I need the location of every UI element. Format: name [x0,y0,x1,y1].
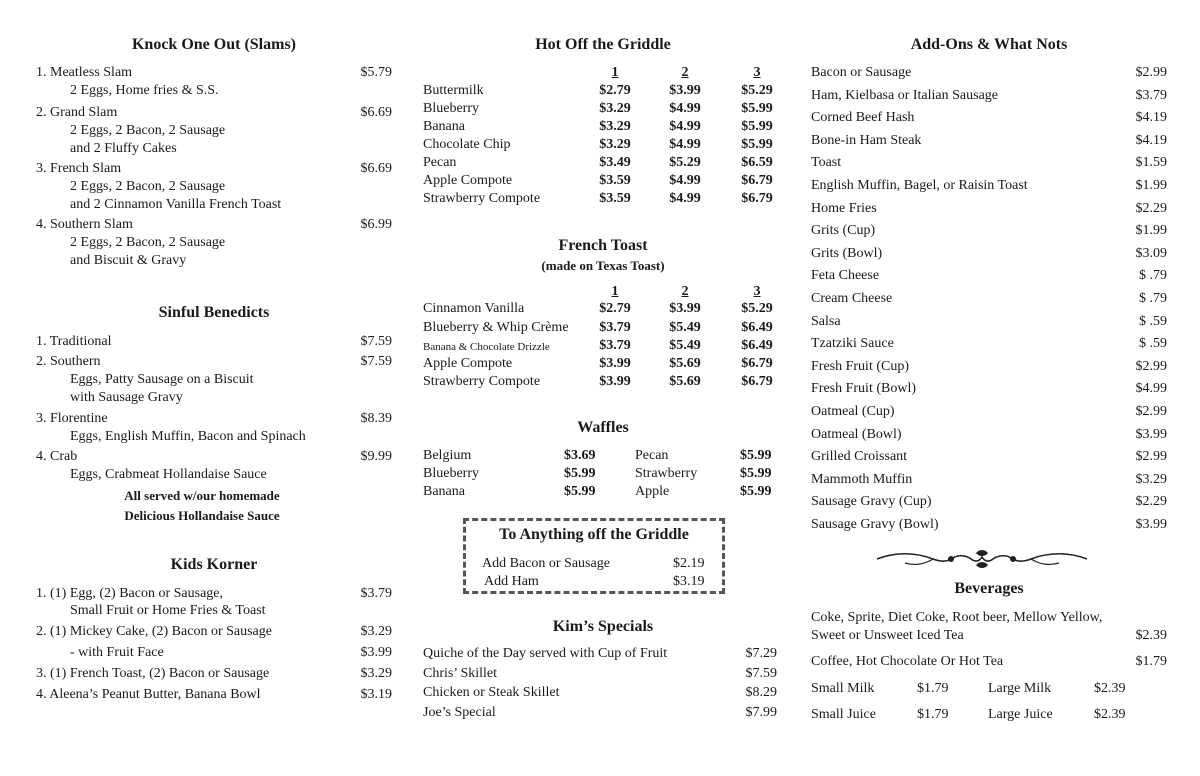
grid-item-price: $4.99 [669,191,701,206]
grid-item-name: Chocolate Chip [423,137,511,152]
addon-price: $1.99 [1135,223,1167,238]
slam-name: 3. French Slam [36,161,122,176]
size-header: 2 [681,284,689,299]
grid-item-price: $6.59 [741,155,773,170]
grid-item-price: $3.79 [599,320,631,335]
benedict-name: 3. Florentine [36,411,108,426]
kids-line: 3. (1) French Toast, (2) Bacon or Sausage [36,666,270,681]
waffle-name: Strawberry [635,466,698,481]
size-header: 3 [753,284,761,299]
benedict-desc: Eggs, Crabmeat Hollandaise Sauce [70,467,267,482]
grid-item-name: Blueberry & Whip Crème [423,320,569,335]
grid-item-name: Strawberry Compote [423,374,541,389]
addon-price: $ .59 [1139,336,1167,351]
slam-desc: 2 Eggs, 2 Bacon, 2 Sausage [70,235,226,250]
addon-name: Sausage Gravy (Cup) [811,494,932,509]
addon-price: $2.99 [1135,65,1167,80]
addon-price: $2.99 [1135,359,1167,374]
waffle-price: $5.99 [740,484,772,499]
addon-price: $2.99 [1135,449,1167,464]
addon-price: $4.19 [1135,133,1167,148]
addon-name: Fresh Fruit (Bowl) [811,381,916,396]
addon-price: $3.79 [1135,88,1167,103]
addon-name: Grilled Croissant [811,449,908,464]
kids-price: $3.99 [360,645,392,660]
special-name: Quiche of the Day served with Cup of Fruit [423,646,668,661]
grid-item-price: $6.49 [741,338,773,353]
grid-item-name: Cinnamon Vanilla [423,301,525,316]
addon-price: $4.99 [1135,381,1167,396]
soda-price: $2.39 [1135,628,1167,643]
grid-item-price: $2.79 [599,83,631,98]
slam-desc: 2 Eggs, Home fries & S.S. [70,83,219,98]
beverage-price: $1.79 [917,681,949,696]
grid-item-price: $6.79 [741,173,773,188]
beverages-title: Beverages [954,580,1024,597]
grid-item-name: Pecan [423,155,457,170]
waffle-name: Belgium [423,448,472,463]
slam-desc: and Biscuit & Gravy [70,253,187,268]
kids-price: $3.29 [360,624,392,639]
hollandaise-note-line2: Delicious Hollandaise Sauce [124,508,280,523]
flourish-divider-icon [875,548,1089,570]
benedict-name: 4. Crab [36,449,78,464]
waffle-price: $5.99 [564,484,596,499]
griddle-addon-name: Add Bacon or Sausage [482,556,610,571]
special-price: $8.29 [745,685,777,700]
special-name: Chris’ Skillet [423,666,498,681]
addon-price: $2.29 [1135,494,1167,509]
grid-item-price: $4.99 [669,137,701,152]
grid-item-price: $3.99 [669,83,701,98]
grid-item-price: $3.79 [599,338,631,353]
grid-item-price: $5.29 [669,155,701,170]
slam-name: 2. Grand Slam [36,105,118,120]
addon-price: $1.99 [1135,178,1167,193]
addon-name: Corned Beef Hash [811,110,915,125]
addon-price: $3.99 [1135,427,1167,442]
beverage-price: $1.79 [917,707,949,722]
beverage-price: $2.39 [1094,707,1126,722]
kids-line: - with Fruit Face [70,645,164,660]
kids-line: 2. (1) Mickey Cake, (2) Bacon or Sausage [36,624,272,639]
griddle-title: Hot Off the Griddle [535,36,671,53]
addon-name: Salsa [811,314,841,329]
special-price: $7.99 [745,705,777,720]
addon-price: $4.19 [1135,110,1167,125]
grid-item-price: $6.49 [741,320,773,335]
addon-price: $ .79 [1139,268,1167,283]
beverage-price: $2.39 [1094,681,1126,696]
addon-price: $1.59 [1135,155,1167,170]
beverage-name: Small Milk [811,681,875,696]
slam-price: $6.69 [360,161,392,176]
slam-price: $6.99 [360,217,392,232]
grid-item-price: $4.99 [669,119,701,134]
waffle-price: $5.99 [740,448,772,463]
addon-name: Grits (Bowl) [811,246,883,261]
soda-line-1: Coke, Sprite, Diet Coke, Root beer, Mellow Yellow, [811,610,1103,625]
benedict-desc: Eggs, Patty Sausage on a Biscuit [70,372,254,387]
kids-line: 4. Aleena’s Peanut Butter, Banana Bowl [36,687,261,702]
kids-price: $3.79 [360,586,392,601]
grid-item-price: $4.99 [669,101,701,116]
addon-price: $ .59 [1139,314,1167,329]
addon-name: Oatmeal (Bowl) [811,427,902,442]
grid-item-price: $3.99 [599,356,631,371]
kids-price: $3.19 [360,687,392,702]
grid-item-price: $5.99 [741,119,773,134]
addon-price: $3.09 [1135,246,1167,261]
grid-item-price: $5.49 [669,338,701,353]
addon-name: Sausage Gravy (Bowl) [811,517,939,532]
waffle-price: $3.69 [564,448,596,463]
soda-line-2: Sweet or Unsweet Iced Tea [811,628,964,643]
addon-name: Toast [811,155,842,170]
addon-name: Mammoth Muffin [811,472,913,487]
grid-item-name: Apple Compote [423,356,513,371]
kids-line: 1. (1) Egg, (2) Bacon or Sausage, [36,586,224,601]
grid-item-name: Apple Compote [423,173,513,188]
beverage-name: Large Milk [988,681,1052,696]
size-header: 3 [753,65,761,80]
waffle-name: Blueberry [423,466,479,481]
addon-price: $3.99 [1135,517,1167,532]
grid-item-name: Banana & Chocolate Drizzle [423,341,550,353]
waffle-name: Apple [635,484,670,499]
beverage-name: Large Juice [988,707,1053,722]
special-name: Chicken or Steak Skillet [423,685,560,700]
slam-price: $6.69 [360,105,392,120]
addon-name: Grits (Cup) [811,223,876,238]
benedict-desc: Eggs, English Muffin, Bacon and Spinach [70,429,306,444]
addon-name: Oatmeal (Cup) [811,404,895,419]
grid-item-price: $3.29 [599,137,631,152]
specials-title: Kim’s Specials [552,618,654,635]
hollandaise-note-line1: All served w/our homemade [124,488,280,503]
benedict-name: 1. Traditional [36,334,112,349]
grid-item-price: $5.29 [741,301,773,316]
addon-name: Home Fries [811,201,877,216]
kids-line: Small Fruit or Home Fries & Toast [70,603,266,618]
grid-item-price: $3.29 [599,101,631,116]
addon-name: Fresh Fruit (Cup) [811,359,909,374]
benedict-desc: with Sausage Gravy [70,390,183,405]
grid-item-price: $6.79 [741,191,773,206]
griddle-addons-box [463,518,725,594]
benedict-price: $9.99 [360,449,392,464]
grid-item-price: $6.79 [741,374,773,389]
grid-item-price: $3.29 [599,119,631,134]
addon-name: English Muffin, Bagel, or Raisin Toast [811,178,1028,193]
kids-price: $3.29 [360,666,392,681]
benedict-name: 2. Southern [36,354,101,369]
grid-item-price: $5.69 [669,374,701,389]
addon-price: $2.29 [1135,201,1167,216]
grid-item-price: $2.79 [599,301,631,316]
waffle-price: $5.99 [564,466,596,481]
grid-item-price: $5.99 [741,137,773,152]
addon-name: Bacon or Sausage [811,65,912,80]
addon-price: $2.99 [1135,404,1167,419]
grid-item-price: $5.29 [741,83,773,98]
addon-name: Cream Cheese [811,291,893,306]
grid-item-price: $3.49 [599,155,631,170]
waffles-title: Waffles [577,419,629,436]
grid-item-price: $3.99 [669,301,701,316]
special-name: Joe’s Special [423,705,496,720]
waffle-name: Banana [423,484,465,499]
grid-item-name: Strawberry Compote [423,191,541,206]
addon-name: Ham, Kielbasa or Italian Sausage [811,88,998,103]
grid-item-price: $4.99 [669,173,701,188]
slam-price: $5.79 [360,65,392,80]
grid-item-price: $5.49 [669,320,701,335]
size-header: 2 [681,65,689,80]
special-price: $7.29 [745,646,777,661]
grid-item-price: $6.79 [741,356,773,371]
benedict-price: $8.39 [360,411,392,426]
addon-price: $3.29 [1135,472,1167,487]
grid-item-name: Buttermilk [423,83,484,98]
size-header: 1 [611,284,619,299]
waffle-name: Pecan [635,448,669,463]
grid-item-price: $3.59 [599,173,631,188]
grid-item-price: $5.99 [741,101,773,116]
addons-title: Add-Ons & What Nots [910,36,1068,53]
benedicts-title: Sinful Benedicts [158,304,270,321]
slam-desc: and 2 Cinnamon Vanilla French Toast [70,197,282,212]
slam-desc: 2 Eggs, 2 Bacon, 2 Sausage [70,123,226,138]
griddle-addons-title: To Anything off the Griddle [499,526,689,543]
size-header: 1 [611,65,619,80]
grid-item-price: $5.69 [669,356,701,371]
grid-item-name: Banana [423,119,465,134]
addon-name: Bone-in Ham Steak [811,133,922,148]
slams-title: Knock One Out (Slams) [131,36,296,53]
addon-name: Tzatziki Sauce [811,336,894,351]
slam-desc: 2 Eggs, 2 Bacon, 2 Sausage [70,179,226,194]
addon-price: $ .79 [1139,291,1167,306]
hot-drinks-line: Coffee, Hot Chocolate Or Hot Tea [811,654,1004,669]
waffle-price: $5.99 [740,466,772,481]
benedict-price: $7.59 [360,334,392,349]
griddle-addon-price: $3.19 [673,574,705,589]
addon-name: Feta Cheese [811,268,880,283]
beverage-name: Small Juice [811,707,876,722]
grid-item-name: Blueberry [423,101,479,116]
kids-title: Kids Korner [170,556,258,573]
benedict-price: $7.59 [360,354,392,369]
french-toast-subtitle: (made on Texas Toast) [541,258,665,273]
special-price: $7.59 [745,666,777,681]
griddle-addon-price: $2.19 [673,556,705,571]
slam-desc: and 2 Fluffy Cakes [70,141,177,156]
slam-name: 4. Southern Slam [36,217,133,232]
griddle-addon-name: Add Ham [484,574,539,589]
slam-name: 1. Meatless Slam [36,65,133,80]
french-toast-title: French Toast [558,237,648,254]
grid-item-price: $3.59 [599,191,631,206]
grid-item-price: $3.99 [599,374,631,389]
hot-drinks-price: $1.79 [1135,654,1167,669]
